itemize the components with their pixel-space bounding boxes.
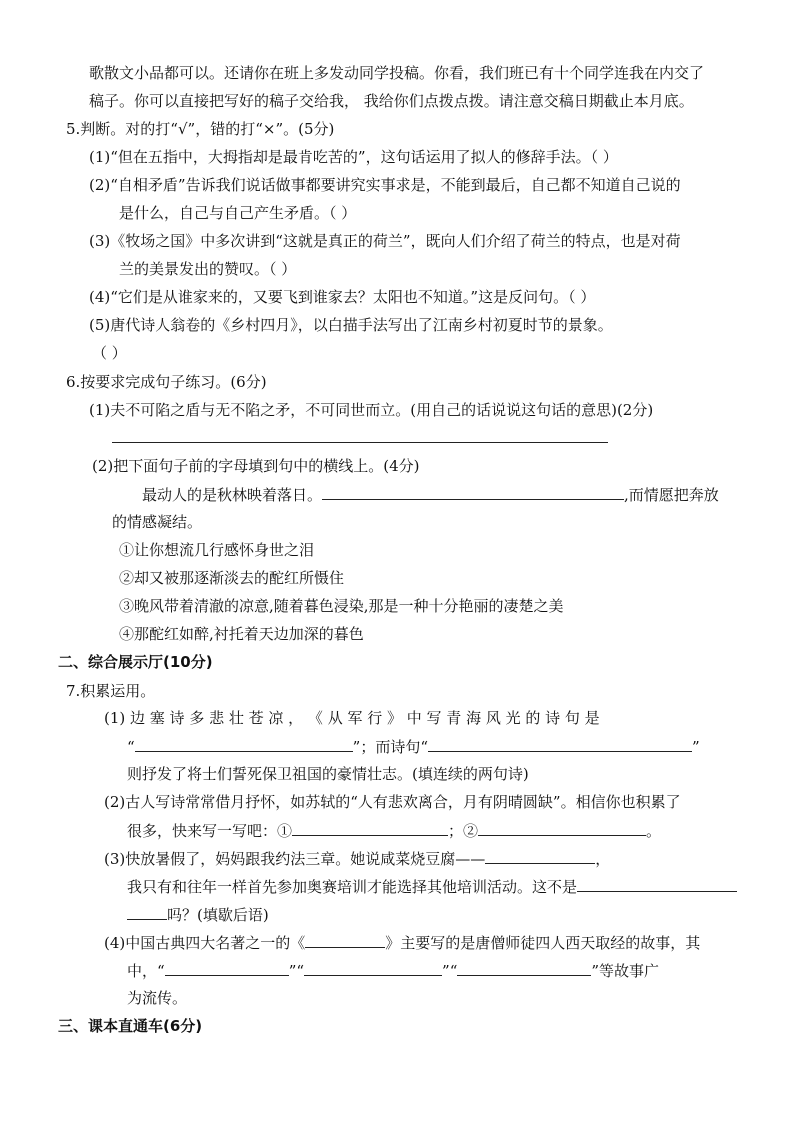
q5-title: 5.判断。对的打“√”，错的打“×”。(5分) [66,120,335,138]
q6-option-3: ③晚风带着清澈的凉意,随着暮色浸染,那是一种十分艳丽的凄楚之美 [119,597,564,615]
q7-item-2-blank-1[interactable] [292,821,448,836]
q7-item-2-sep: ；② [448,822,479,840]
q6-sentence-line [142,485,719,504]
q7-item-4-blank-3[interactable] [457,961,591,976]
q7-item-1-line-3: 则抒发了将士们誓死保卫祖国的豪情壮志。(填连续的两句诗) [127,765,529,783]
q7-title: 7.积累运用。 [66,682,156,700]
q7-item-4-among: 中， [127,962,158,980]
q7-item-1-quote-close: ”；而诗句“ [352,738,429,756]
q7-item-4-quote-sep-1: ”“ [288,962,305,980]
q7-item-4-blank-2[interactable] [304,961,442,976]
q6-sentence-start: 最动人的是秋林映着落日。 [142,486,323,504]
q7-item-4-line-3: 为流传。 [127,989,188,1007]
q7-item-2-blank-2[interactable] [478,821,646,836]
q5-item-2-cont: 是什么，自己与自己产生矛盾。（ ） [119,204,357,222]
intro-line-1: 歌散文小品都可以。还请你在班上多发动同学投稿。你看，我们班已有十个同学连我在内交了 [89,64,705,82]
q6-sentence-mid: ,而情愿把奔放 [624,486,719,504]
q7-item-4-prompt: (4)中国古典四大名著之一的《 [104,934,306,952]
q7-item-1-blank-1[interactable] [135,737,353,752]
q7-item-4-end: ”等故事广 [591,962,660,980]
q6-sentence-end: 的情感凝结。 [112,513,203,531]
q7-item-4-blank-book[interactable] [305,933,385,948]
q7-item-3-text: 我只有和往年一样首先参加奥赛培训才能选择其他培训活动。这不是 [127,878,578,896]
q7-item-3-comma: ， [595,850,611,868]
q5-item-5: (5)唐代诗人翁卷的《乡村四月》，以白描手法写出了江南乡村初夏时节的景象。 [89,316,613,334]
q7-item-3-end: 吗？(填歇后语) [167,906,269,924]
q7-item-3-line-2 [127,877,737,896]
q7-item-3-line-3 [127,905,269,924]
q7-item-3-blank-2[interactable] [577,877,737,892]
q6-item-2: (2)把下面句子前的字母填到句中的横线上。(4分) [92,457,420,475]
q6-item-1-answer-line[interactable] [112,432,608,443]
q7-item-1-line-1: (1) 边 塞 诗 多 悲 壮 苍 凉 ， 《 从 军 行 》 中 写 青 海 风 光 的 诗 句 是 [104,709,600,727]
q7-item-4-line-2 [127,961,659,980]
q6-item-1: (1)夫不可陷之盾与无不陷之矛，不可同世而立。(用自己的话说说这句话的意思)(2分) [89,401,654,419]
q7-item-2-line-2 [127,821,661,840]
q7-item-4-quote-sep-2: ”“ [442,962,458,980]
q7-item-1-quote-open: “ [127,738,135,756]
q5-item-5-cont: （ ） [92,344,127,362]
q7-item-3-line-1 [104,849,610,868]
q5-item-4: (4)“它们是从谁家来的，又要飞到谁家去？太阳也不知道。”这是反问句。（ ） [89,288,596,306]
q7-item-2-line-1: (2)古人写诗常常借月抒怀，如苏轼的“人有悲欢离合，月有阴晴圆缺”。相信你也积累了 [104,793,681,811]
q7-item-4-text: 》主要写的是唐僧师徒四人西天取经的故事，其 [385,934,701,952]
q7-item-1-blank-2[interactable] [428,737,692,752]
q5-item-3-cont: 兰的美景发出的赞叹。（ ） [119,260,297,278]
q7-item-3-prompt: (3)快放暑假了，妈妈跟我约法三章。她说咸菜烧豆腐—— [104,850,486,868]
q7-item-1-line-2 [127,737,700,756]
q7-item-3-blank-1[interactable] [485,849,595,864]
q6-sentence-blank[interactable] [322,485,624,500]
q7-item-4-blank-1[interactable] [165,961,289,976]
q5-item-3: (3)《牧场之国》中多次讲到“这就是真正的荷兰”，既向人们介绍了荷兰的特点，也是对荷 [89,232,681,250]
section-2-title: 二、综合展示厅(10分) [58,653,213,671]
q7-item-2-end: 。 [646,822,662,840]
q6-title: 6.按要求完成句子练习。(6分) [66,373,267,391]
q7-item-2-prompt: 很多，快来写一写吧：① [127,822,293,840]
section-3-title: 三、课本直通车(6分) [58,1017,203,1035]
q5-item-1: (1)“但在五指中，大拇指却是最肯吃苦的”，这句话运用了拟人的修辞手法。（ ） [89,148,618,166]
q7-item-4-quote-open: “ [157,962,165,980]
q6-option-2: ②却又被那逐渐淡去的酡红所慑住 [119,569,345,587]
q7-item-4-line-1 [104,933,700,952]
intro-line-2: 稿子。你可以直接把写好的稿子交给我， 我给你们点拨点拨。请注意交稿日期截止本月底。 [89,92,694,110]
q5-item-2: (2)“自相矛盾”告诉我们说话做事都要讲究实事求是，不能到最后，自己都不知道自己说的 [89,176,681,194]
q6-option-4: ④那酡红如醉,衬托着天边加深的暮色 [119,625,364,643]
q7-item-3-blank-3[interactable] [127,905,167,920]
q6-option-1: ①让你想流几行感怀身世之泪 [119,541,315,559]
q7-item-1-quote-close-2: ” [692,738,700,756]
